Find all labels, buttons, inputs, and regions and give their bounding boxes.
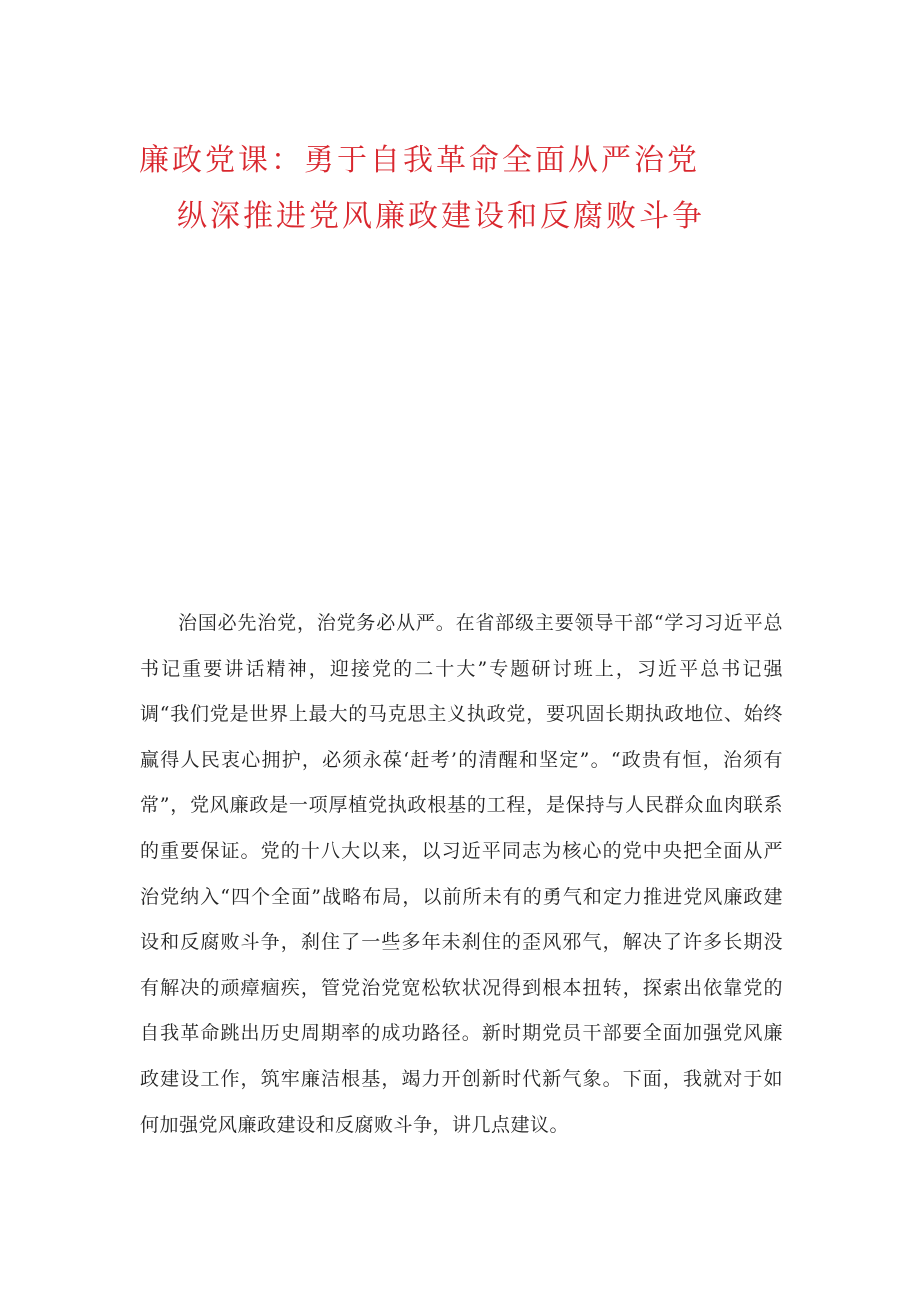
title-line-1: 廉政党课：勇于自我革命全面从严治党 (139, 143, 700, 178)
title-line-2: 纵深推进党风廉政建设和反腐败斗争 (177, 199, 705, 234)
body-paragraph: 治国必先治党，治党务必从严。在省部级主要领导干部“学习习近平总书记重要讲话精神，迎接党的二十大”专题研讨班上，习近平总书记强调“我们党是世界上最大的马克思主义执政党，要巩固长期执政地位、始终赢得人民衷心拥护，必须永葆‘赶考’的清醒和坚定”。“政贵有恒，治须有常”，党风廉政是一项厚植党执政根基的工程，是保持与人民群众血肉联系的重要保证。党的十八大以来，以习近平同志为核心的党中央把全面从严治党纳入“四个全面”战略布局，以前所未有的勇气和定力推进党风廉政建设和反腐败斗争，刹住了一些多年未刹住的歪风邪气，解决了许多长期没有解决的顽瘴痼疾，管党治党宽松软状况得到根本扭转，探索出依靠党的自我革命跳出历史周期率的成功路径。新时期党员干部要全面加强党风廉政建设工作，筑牢廉洁根基，竭力开创新时代新气象。下面，我就对于如何加强党风廉政建设和反腐败斗争，讲几点建议。 (140, 612, 783, 1136)
